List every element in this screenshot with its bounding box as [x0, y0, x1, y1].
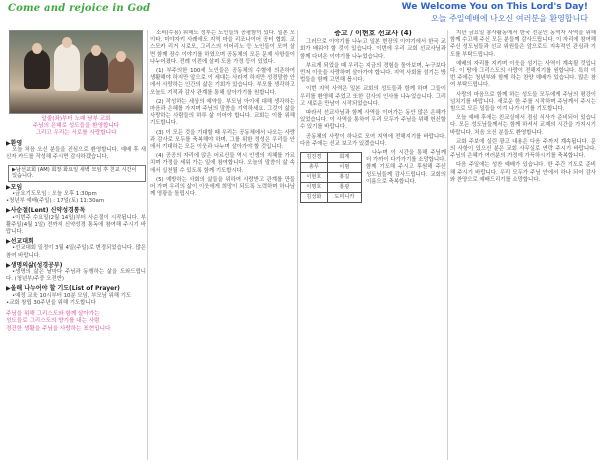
person-figure — [24, 49, 50, 89]
announcement-section — [6, 262, 146, 284]
table-row — [301, 153, 362, 163]
report-paragraph: 이번 지역 사역은 일본 교회의 성도들과 함께 하며 그들이 우리를 환영해 주었고 또한 감사의 인사를 나누었습니다. 그리고 새로운 만남이 시작되었습니다. — [300, 86, 446, 107]
notes-paragraph: 오늘 예배 후에는 친교실에서 점심 식사가 준비되어 있습니다. 모든 성도님들께서는 함께 하셔서 교제의 시간을 가지시기 바랍니다. 처음 오신 분들도 환영합니다. — [450, 115, 596, 136]
highlight-line: 주님을 위해 그리스도와 함께 살아가는 — [6, 311, 100, 318]
notes-paragraph: 사랑의 마음으로 함께 하는 성도들 모두에게 주님의 평강이 넘치기를 바랍니다. 새로운 한 주를 시작하며 주님께서 주시는 힘으로 모든 일들을 이겨 나가시기를 기도합니다. — [450, 91, 596, 113]
table-row — [301, 183, 362, 193]
article-paragraph: (5) 예방하는 사회의 삶들을 위하여 사랑받고 관계를 만들어 가며 우리의 삶이 이웃에게 희망이 되도록 노력하며 하나님께 영광을 돌립시다. — [150, 176, 295, 198]
church-photo — [9, 30, 143, 114]
photo-caption — [6, 116, 146, 137]
article-paragraph: (4) 공공의 자리에 앉은 어르신들 역시 인생의 지혜를 가르치며 가정을 세워 가는 일에 참여합니다. 오늘의 말씀이 삶 속에서 실천될 수 있도록 함께 기도합시다. — [150, 153, 295, 174]
section-title: ▶생명의삶(성경공부) — [6, 261, 63, 269]
article-paragraph: (3) 이 모든 것을 기대할 때 우리는 공동체에서 나오는 사랑과 감사로 모두를 축복해야 하며, 그를 위한 정성은 우리들 안에서 기대하는 모든 이웃과 나누며 살아가야 할 것입니다. — [150, 129, 295, 151]
section-text: 오늘 처음 오신 분들을 진심으로 환영합니다. 예배 후 새신자 카드를 작성해 주시면 감사하겠습니다. — [6, 147, 146, 161]
table-cell: 이범 — [327, 163, 361, 173]
report-paragraph: 나누며 이 시간을 통해 주님께 더 가까이 다가가기를 소망합니다. 함께 기도해 주시고 후원해 주신 성도님들께 감사드립니다. 교회의 이름으로 축복합니다. — [366, 150, 446, 185]
notes-paragraph: 지난 금요일 봉사활동에서 한국 전문인 동역자 사역을 위해 함께 수고해 주신 모든 분들께 감사드립니다. 이 자리에 참여해 주신 성도님들과 선교 위원들은 앞으로도 지속적인 관심과 기도를 부탁드립니다. — [450, 30, 596, 58]
section-text: •금요기도모임 : 오늘 오후 1:30pm •청년부 예배(주일) : 17일(토) 11:30am — [6, 191, 105, 205]
article-paragraph: (2) 작성하는 세상의 예약들. 부모님 아이에 대해 생각하는 마음과 은혜를 가지며 주님의 말씀을 기억하세요. 그것이 삶을 사랑하는 사람들의 하루 삶 이어야 합니다. 교회는 이를 위해 기도합니다. — [150, 98, 295, 127]
callout-text: 화요일 새벽 모임 후 친교 시간이 있습니다. — [12, 166, 137, 180]
highlight-message — [6, 311, 146, 333]
report-paragraph: 공동체의 사랑이 하나로 모여 지역에 전해지기를 바랍니다. 다음 주에는 선교 보고가 있겠습니다. — [300, 133, 446, 147]
banner-left-title: Come and rejoice in God — [8, 3, 151, 14]
person-figure — [108, 57, 134, 93]
table-cell: 이현호 — [301, 173, 328, 183]
caption-line: 주님의 은혜로 성도들을 환영합니다 — [32, 123, 120, 129]
banner-right-subtitle: 오늘 주일예배에 나오신 여러분을 환영합니다 — [430, 14, 588, 23]
column-divider — [447, 30, 448, 460]
article-paragraph: (1) 부주의한 100세 노인들은 공동체의 수혈에 의존하여 생활해야 하지만 앞으로 이 세대는 사라져 하지만 성경말씀 안에서 사랑하는 인간의 삶은 기회가 있습니다. 부모를 생각하고 오늘도 기적과 감사 관계를 통해 살아가기를 원합니다. — [150, 68, 295, 96]
column-notes — [450, 30, 596, 462]
section-title: ▶모임 — [6, 183, 23, 191]
table-cell: 홍길 — [327, 173, 361, 183]
section-text: •이번주 수요일(2월 14일)부터 사순절이 시작됩니다. 부활주일(4월 1일) 전까지 신약성경 통독에 참여해 주시기 바랍니다. — [6, 214, 146, 236]
table-cell: 회계 — [327, 153, 361, 163]
caption-line: 그리고 우리는 서로를 사랑합니다 — [35, 130, 117, 136]
banner-right-title: We Welcome You on This Lord's Day! — [401, 2, 588, 12]
report-paragraph: 그러므로 이야기를 나누고 일본 현장의 이야기에서 한국 교회가 배워야 할 것이 있습니다. 이번에 우리 교회 선교사님과 함께 다녀온 이야기를 나누었습니다. — [300, 39, 446, 60]
announcement-section — [6, 207, 146, 236]
face-shape — [62, 37, 72, 48]
section-text: •예정 교육 10시부터 10분 모임, 부모님 위해 기도 •교회 창립 30주년을 위해 기도합니다 — [6, 292, 132, 306]
table-cell: 김성화 — [301, 193, 328, 203]
table-cell: 홍광 — [327, 183, 361, 193]
notes-paragraph: 교회 주보에 실린 광고 내용은 다음 주까지 계속됩니다. 문의 사항이 있으신 분은 교회 사무실로 연락 주시기 바랍니다. 주님의 은혜가 여러분의 가정에 가득하시기를 축복합니다. — [450, 138, 596, 160]
caption-line: 앞줄(좌)부터 노래 남부 교회 — [41, 116, 111, 122]
callout-title: ▶남선교회 (AM) 회장 — [12, 166, 62, 173]
table-row — [301, 163, 362, 173]
section-text: •생명의 삶은 날마다 주님과 동행하는 삶을 도와드립니다. (청년부/주중 오전반) — [6, 269, 146, 283]
table-row — [301, 173, 362, 183]
section-text: •선교대회 일정이 3월 4일(주일)로 변경되었습니다. 많은 참여 바랍니다. — [6, 245, 146, 259]
announcement-section — [6, 184, 146, 206]
article-paragraph: 소비(수용) 위해도 정부는 노인들의 공평함이 있다. 일본 오이타, 미야자키 사례에도 지역 마을 리조나이어 공터 협회. 코스모카 리거 시로모, 그리스의 이어리노 등 노인들이 모여 살면 함께 장수 이야기를 하였으며 공동체의 모든 문제 사항들이 나누어졌다. 전례 이전에 살펴 도움 가정 등이 있었다. — [150, 30, 295, 65]
announcement-section — [6, 238, 146, 260]
column-divider — [297, 30, 298, 460]
section-title: ▶환영 — [6, 140, 23, 147]
section-title: ▶사순절(Lent) 신약성경통독 — [6, 207, 86, 215]
column-divider — [147, 30, 148, 460]
announcement-section — [6, 285, 146, 307]
table-cell: 도미니카 — [327, 193, 361, 203]
face-shape — [91, 45, 101, 56]
person-figure — [84, 51, 108, 91]
report-paragraph: 따라서 선교사님과 함께 사역을 이어가는 동안 많은 은혜가 있었습니다. 이 사역을 통하여 우리 모두가 주님을 위해 헌신할 수 있기를 바랍니다. — [300, 110, 446, 131]
notes-paragraph: 다음 주일에는 성찬 예배가 있습니다. 한 주간 기도로 준비해 주시기 바랍니다. 우리 모두가 주님 안에서 하나 되어 감사와 찬양으로 예배드리기를 소망합니다. — [450, 162, 596, 183]
table-cell: 총무 — [301, 163, 328, 173]
bulletin-banner — [0, 2, 600, 28]
column-missionary-report — [300, 30, 446, 462]
highlight-line: 경건한 생활을 주님을 사랑하는 표현입니다 — [6, 325, 111, 332]
table-cell: 김진경 — [301, 153, 328, 163]
face-shape — [32, 43, 42, 54]
highlight-line: 성도들로 그리스도의 향기를 내는 사람 — [6, 318, 100, 325]
announcement-section — [6, 140, 146, 162]
report-title: 증고 / 이현호 선교사 (4) — [334, 30, 412, 37]
schedule-table — [300, 152, 362, 203]
section-title: ▶선교대회 — [6, 238, 34, 246]
face-shape — [116, 51, 126, 62]
person-figure — [54, 43, 80, 91]
notes-paragraph: 예배의 자리를 지키며 이웃을 섬기는 사역이 계속될 것입니다. 이 땅에 그리스도의 사랑이 전해지기를 원합니다. 특히 이번 주에는 청년부와 함께 하는 찬양 예배가 있습니다. 많은 참여 부탁드립니다. — [450, 60, 596, 89]
section-title: ▶올해 나누어야 할 기도(List of Prayer) — [6, 285, 120, 293]
column-announcements — [6, 30, 146, 462]
announcement-callout — [8, 165, 146, 182]
table-row — [301, 193, 362, 203]
report-paragraph: 부르게 되었을 때 우리는 지금의 경험을 돌아보며, 누구보다 먼저 이웃을 사랑하며 살아가야 합니다. 지역 사회를 섬기는 방법들을 함께 고민해 봅시다. — [300, 62, 446, 84]
column-article — [150, 30, 295, 462]
table-cell: 이명호 — [301, 183, 328, 193]
